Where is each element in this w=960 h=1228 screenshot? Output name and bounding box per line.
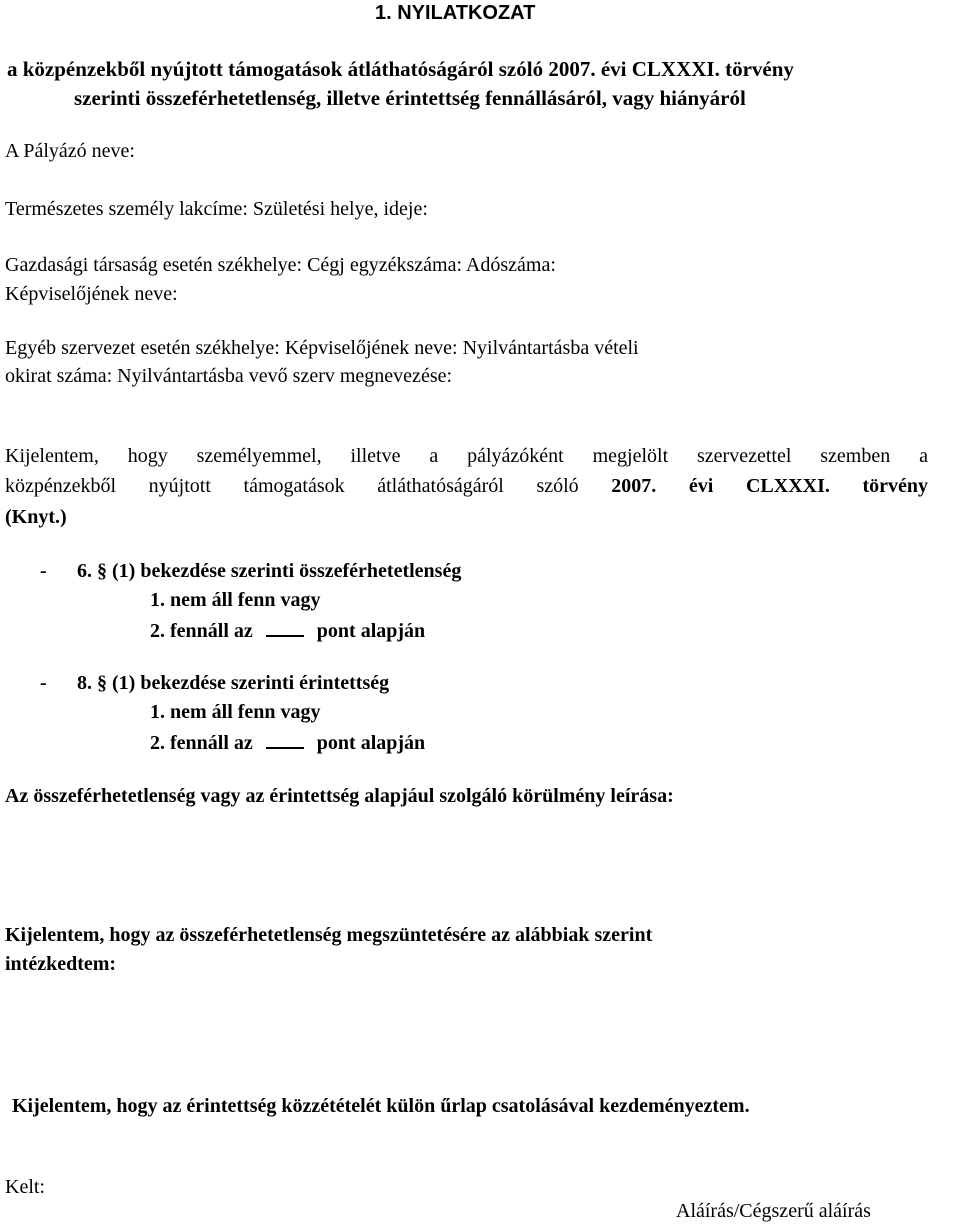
- item-2-option-1: 1. nem áll fenn vagy: [150, 701, 321, 723]
- applicant-name-label: A Pályázó neve:: [5, 140, 135, 162]
- item-2-point-blank[interactable]: [266, 731, 304, 749]
- measures-heading-line-2: intézkedtem:: [5, 953, 117, 975]
- item-2-option-2: [150, 731, 425, 753]
- subtitle-line-1: a közpénzekből nyújtott támogatások átláthatóságáról szóló 2007. évi CLXXXI. törvény: [7, 57, 794, 81]
- company-label-line-2: Képviselőjének neve:: [5, 283, 178, 305]
- item-1-heading: 6. § (1) bekezdése szerinti összeférhetetlenség: [77, 560, 462, 582]
- declaration-line-2-regular: közpénzekből nyújtott támogatások átláthatóságáról szóló: [5, 475, 579, 497]
- publication-statement: Kijelentem, hogy az érintettség közzétételét külön űrlap csatolásával kezdeményeztem.: [12, 1095, 750, 1117]
- document-title: 1. NYILATKOZAT: [375, 2, 536, 24]
- declaration-line-2: [5, 472, 928, 500]
- company-label-line-1: Gazdasági társaság esetén székhelye: Cégj egyzékszáma: Adószáma:: [5, 254, 556, 276]
- item-1-option-2: [150, 619, 425, 641]
- item-2-heading: 8. § (1) bekezdése szerinti érintettség: [77, 672, 390, 694]
- other-org-label-line-1: Egyéb szervezet esetén székhelye: Képviselőjének neve: Nyilvántartásba vételi: [5, 337, 639, 359]
- item-1-option-2-suffix: pont alapján: [316, 620, 426, 642]
- item-1-point-blank[interactable]: [266, 619, 304, 637]
- declaration-abbrev: (Knyt.): [5, 506, 67, 528]
- description-heading: Az összeférhetetlenség vagy az érintettség alapjául szolgáló körülmény leírása:: [5, 785, 674, 807]
- declaration-law-reference: 2007. évi CLXXXI. törvény: [611, 475, 929, 497]
- natural-person-label: Természetes személy lakcíme: Születési helye, ideje:: [5, 198, 428, 220]
- item-2-option-2-suffix: pont alapján: [316, 732, 426, 754]
- item-1-option-2-prefix: 2. fennáll az: [150, 620, 253, 642]
- item-1-option-1: 1. nem áll fenn vagy: [150, 589, 321, 611]
- declaration-line-1: Kijelentem, hogy személyemmel, illetve a pályázóként megjelölt szervezettel szemben a: [5, 445, 928, 467]
- item-1-dash: -: [40, 560, 47, 582]
- item-2-dash: -: [40, 672, 47, 694]
- measures-heading-line-1: Kijelentem, hogy az összeférhetetlenség megszüntetésére az alábbiak szerint: [5, 924, 653, 946]
- item-2-option-2-prefix: 2. fennáll az: [150, 732, 253, 754]
- signature-label: Aláírás/Cégszerű aláírás: [676, 1200, 871, 1222]
- date-label: Kelt:: [5, 1176, 45, 1198]
- other-org-label-line-2: okirat száma: Nyilvántartásba vevő szerv megnevezése:: [5, 365, 453, 387]
- subtitle-line-2: szerinti összeférhetetlenség, illetve érintettség fennállásáról, vagy hiányáról: [74, 86, 746, 110]
